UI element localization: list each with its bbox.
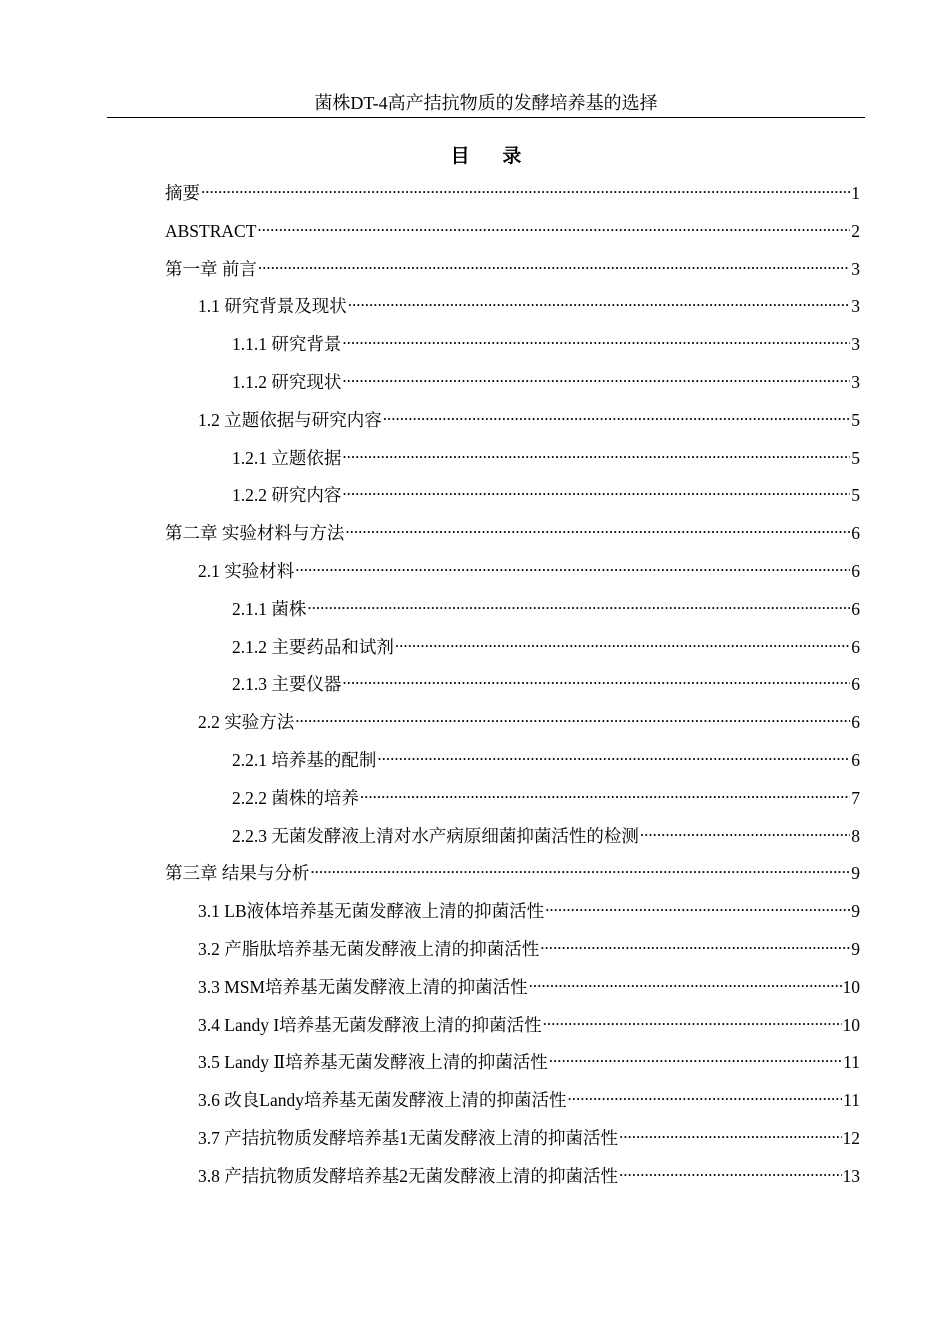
toc-dot-leader xyxy=(342,366,850,388)
toc-page-number: 9 xyxy=(851,901,860,922)
toc-title: 目 录 xyxy=(450,146,536,167)
toc-entry-text: 第二章 实验材料与方法 xyxy=(165,523,345,544)
toc-dot-leader xyxy=(345,517,850,539)
toc-entry[interactable] xyxy=(232,442,860,469)
toc-entry[interactable] xyxy=(165,253,860,280)
toc-page-number: 9 xyxy=(851,863,860,884)
toc-dot-leader xyxy=(543,1009,842,1031)
toc-page-number: 11 xyxy=(843,1090,860,1111)
toc-entry-text: 摘要 xyxy=(165,183,200,203)
toc-entry-text: 3.3 MSM培养基无菌发酵液上清的抑菌活性 xyxy=(198,976,528,997)
toc-dot-leader xyxy=(342,479,850,501)
toc-entry-text: 第一章 前言 xyxy=(165,258,257,279)
toc-entry-text: 3.2 产脂肽培养基无菌发酵液上清的抑菌活性 xyxy=(198,939,540,959)
toc-entry[interactable] xyxy=(165,177,860,204)
toc-entry[interactable] xyxy=(198,706,860,733)
toc-entry-text: 1.2 立题依据与研究内容 xyxy=(198,409,382,430)
toc-dot-leader xyxy=(348,290,851,312)
toc-page-number: 8 xyxy=(851,825,860,846)
toc-page-number: 5 xyxy=(851,447,860,468)
toc-entry[interactable] xyxy=(198,933,860,960)
toc-dot-leader xyxy=(310,857,850,879)
toc-entry-text: 3.8 产拮抗物质发酵培养基2无菌发酵液上清的抑菌活性 xyxy=(198,1165,618,1186)
toc-dot-leader xyxy=(258,253,850,275)
toc-entry-text: 2.1.3 主要仪器 xyxy=(232,674,342,695)
toc-dot-leader xyxy=(619,1160,842,1182)
toc-dot-leader xyxy=(342,668,850,690)
toc-page-number: 12 xyxy=(842,1128,860,1148)
toc-page-number: 9 xyxy=(851,939,860,959)
toc-page-number: 6 xyxy=(851,561,860,581)
toc-entry-text: 2.1.2 主要药品和试剂 xyxy=(232,636,394,657)
toc-entry-text: 3.6 改良Landy培养基无菌发酵液上清的抑菌活性 xyxy=(198,1090,567,1111)
toc-entry-text: ABSTRACT xyxy=(165,220,257,241)
toc-entry[interactable] xyxy=(198,971,860,998)
toc-page-number: 6 xyxy=(851,674,860,695)
toc-page-number: 1 xyxy=(851,183,860,203)
toc-entry[interactable] xyxy=(165,857,860,884)
toc-entry[interactable] xyxy=(198,1046,860,1073)
toc-page-number: 5 xyxy=(851,485,860,506)
toc-dot-leader xyxy=(342,442,850,464)
toc-entry[interactable] xyxy=(232,631,860,658)
toc-page-number: 5 xyxy=(851,409,860,430)
toc-page-number: 3 xyxy=(851,372,860,392)
toc-page-number: 10 xyxy=(842,976,860,997)
toc-dot-leader xyxy=(360,782,850,804)
toc-page-number: 13 xyxy=(842,1165,860,1186)
toc-dot-leader xyxy=(545,895,850,917)
toc-entry-text: 1.1.1 研究背景 xyxy=(232,334,342,355)
toc-entry[interactable] xyxy=(198,404,860,431)
toc-entry[interactable] xyxy=(232,782,860,809)
toc-dot-leader xyxy=(295,555,850,577)
toc-entry-text: 3.5 Landy Ⅱ培养基无菌发酵液上清的抑菌活性 xyxy=(198,1052,548,1073)
toc-entry[interactable] xyxy=(232,328,860,355)
toc-entry[interactable] xyxy=(198,290,860,317)
toc-dot-leader xyxy=(540,933,850,955)
toc-dot-leader xyxy=(619,1122,842,1144)
toc-page-number: 3 xyxy=(851,334,860,355)
toc-entry[interactable] xyxy=(198,555,860,582)
toc-page-number: 2 xyxy=(851,220,860,241)
toc-page-number: 6 xyxy=(851,712,860,733)
toc-entry-text: 2.2.2 菌株的培养 xyxy=(232,787,359,808)
toc-entry-text: 2.2.1 培养基的配制 xyxy=(232,750,377,770)
toc-entry[interactable] xyxy=(232,479,860,506)
toc-entry-text: 第三章 结果与分析 xyxy=(165,863,310,884)
toc-page-number: 6 xyxy=(851,636,860,657)
toc-page-number: 11 xyxy=(843,1052,860,1073)
toc-entry-text: 1.2.1 立题依据 xyxy=(232,447,342,468)
toc-entry-text: 1.1.2 研究现状 xyxy=(232,372,342,392)
toc-dot-leader xyxy=(377,744,850,766)
toc-entry[interactable] xyxy=(165,215,860,242)
toc-dot-leader xyxy=(529,971,842,993)
toc-entry[interactable] xyxy=(232,668,860,695)
toc-page-number: 6 xyxy=(851,598,860,619)
toc-entry[interactable] xyxy=(232,366,860,393)
toc-entry-text: 3.1 LB液体培养基无菌发酵液上清的抑菌活性 xyxy=(198,901,545,922)
toc-dot-leader xyxy=(567,1084,842,1106)
toc-entry[interactable] xyxy=(198,1160,860,1187)
toc-entry[interactable] xyxy=(198,1084,860,1111)
toc-dot-leader xyxy=(383,404,851,426)
toc-page-number: 10 xyxy=(842,1014,860,1035)
toc-entry-text: 2.2 实验方法 xyxy=(198,712,295,733)
toc-entry-text: 1.1 研究背景及现状 xyxy=(198,296,347,317)
toc-dot-leader xyxy=(549,1046,842,1068)
toc-entry-text: 2.1.1 菌株 xyxy=(232,598,307,619)
toc-entry-text: 2.2.3 无菌发酵液上清对水产病原细菌抑菌活性的检测 xyxy=(232,825,639,846)
toc-dot-leader xyxy=(201,177,850,199)
toc-page-number: 7 xyxy=(851,787,860,808)
toc-dot-leader xyxy=(395,631,850,653)
header-rule xyxy=(107,117,865,118)
toc-page-number: 6 xyxy=(851,750,860,770)
toc-dot-leader xyxy=(295,706,850,728)
toc-entry[interactable] xyxy=(232,820,860,847)
toc-entry[interactable] xyxy=(165,517,860,544)
toc-dot-leader xyxy=(640,820,850,842)
toc-entry[interactable] xyxy=(232,744,860,771)
toc-entry-text: 2.1 实验材料 xyxy=(198,561,295,581)
toc-page-number: 3 xyxy=(851,296,860,317)
toc-page-number: 6 xyxy=(851,523,860,544)
toc-dot-leader xyxy=(307,593,850,615)
toc-entry[interactable] xyxy=(232,593,860,620)
toc-entry[interactable] xyxy=(198,895,860,922)
toc-dot-leader xyxy=(342,328,850,350)
toc-entry[interactable] xyxy=(198,1122,860,1149)
toc-page-number: 3 xyxy=(851,258,860,279)
toc-entry-text: 3.4 Landy I培养基无菌发酵液上清的抑菌活性 xyxy=(198,1014,542,1035)
toc-dot-leader xyxy=(257,215,850,237)
running-header: 菌株DT-4高产拮抗物质的发酵培养基的选择 xyxy=(314,93,658,113)
toc-entry-text: 3.7 产拮抗物质发酵培养基1无菌发酵液上清的抑菌活性 xyxy=(198,1128,618,1148)
toc-entry-text: 1.2.2 研究内容 xyxy=(232,485,342,506)
toc-entry[interactable] xyxy=(198,1009,860,1036)
